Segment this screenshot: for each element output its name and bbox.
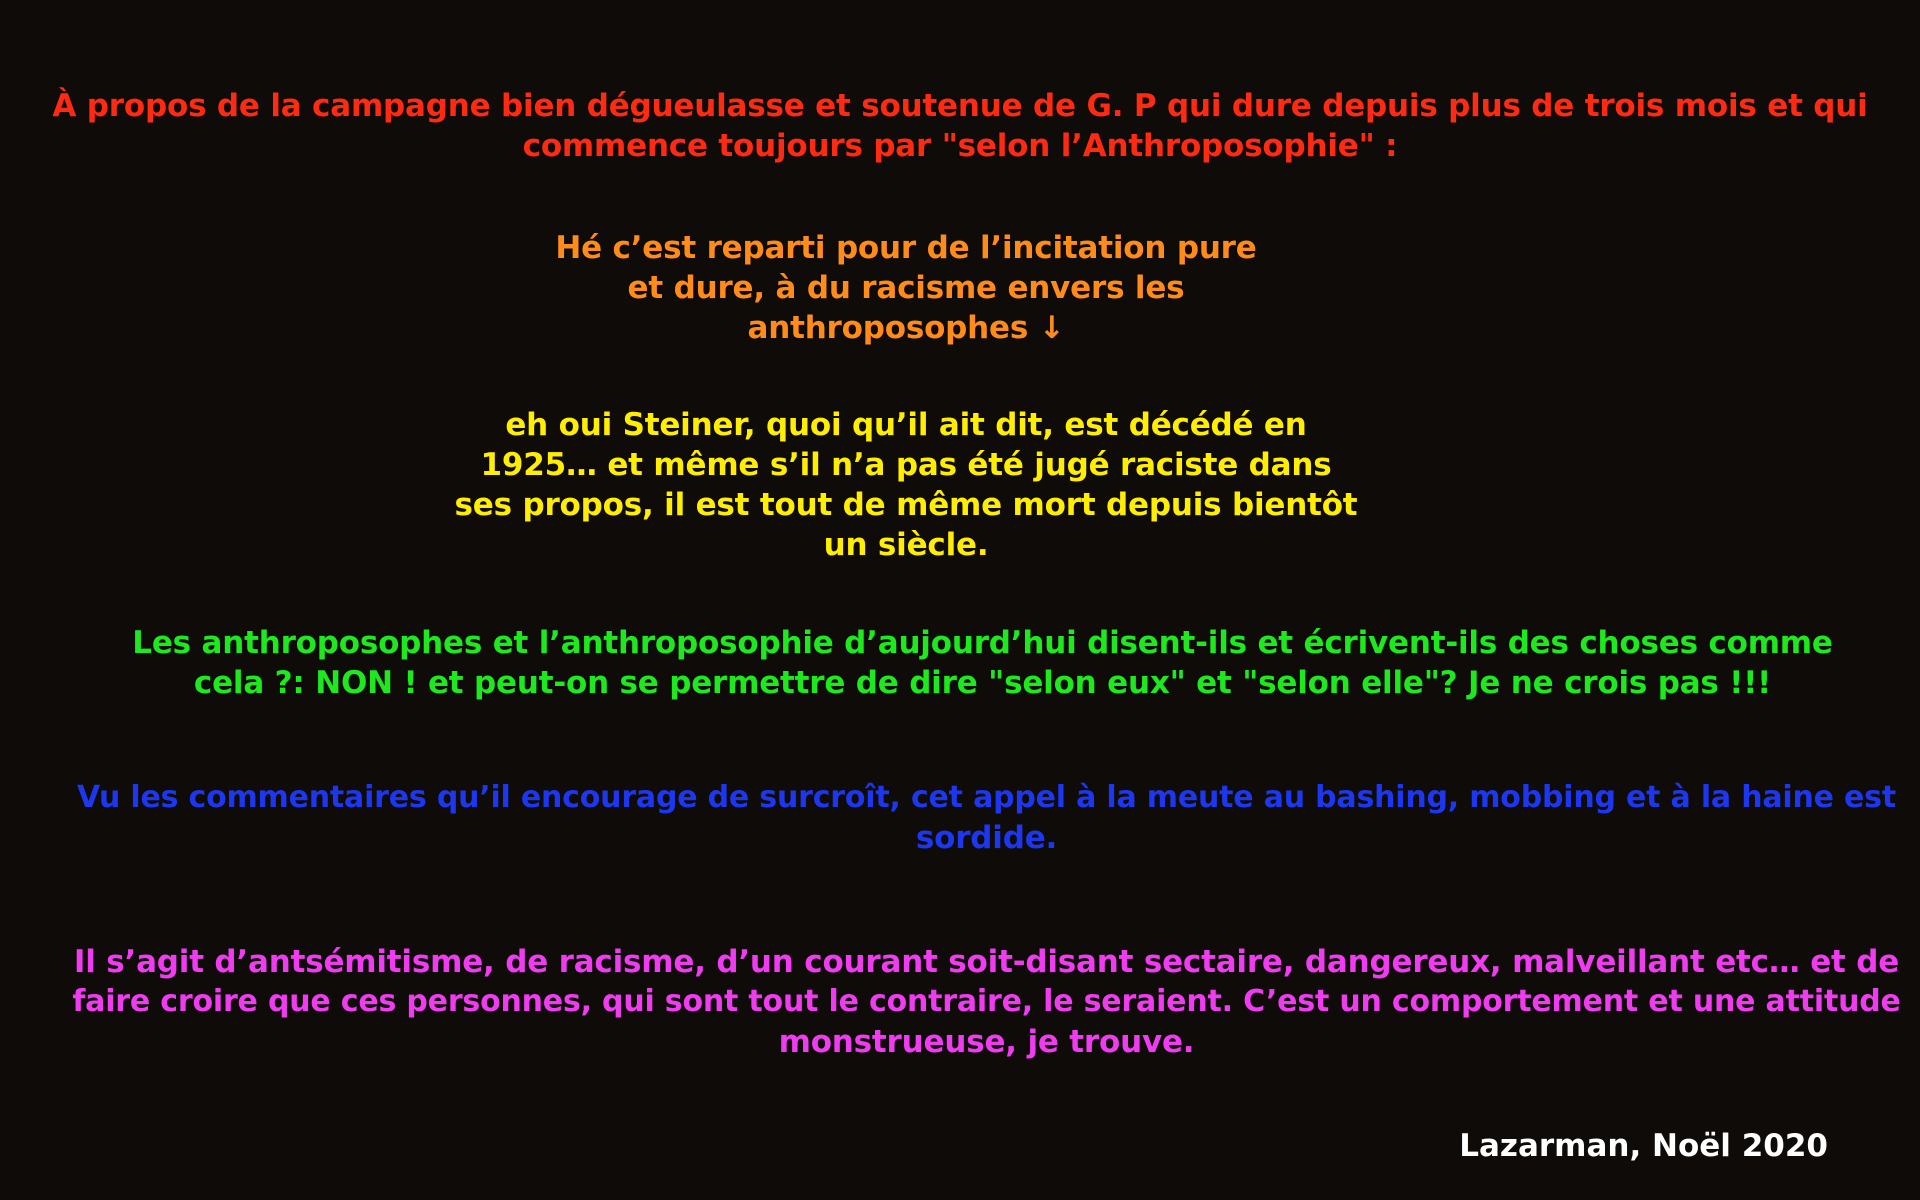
paragraph-conclusion-line-3: monstrueuse, je trouve. bbox=[778, 1024, 1195, 1060]
paragraph-steiner-line-1: eh oui Steiner, quoi qu’il ait dit, est décédé en bbox=[505, 407, 1307, 443]
paragraph-comments-line-2: sordide. bbox=[915, 820, 1058, 856]
paragraph-steiner bbox=[406, 405, 1406, 565]
paragraph-steiner-line-2: 1925… et même s’il n’a pas été jugé raciste dans bbox=[480, 447, 1332, 483]
intro-line-2: commence toujours par "selon l’Anthroposophie" : bbox=[522, 128, 1398, 164]
paragraph-conclusion-line-1: Il s’agit d’antsémitisme, de racisme, d’un courant soit-disant sectaire, dangereux, malveillant etc… et de bbox=[73, 944, 1900, 980]
signature: Lazarman, Noël 2020 bbox=[1459, 1128, 1828, 1164]
paragraph-steiner-line-4: un siècle. bbox=[823, 527, 989, 563]
paragraph-conclusion-line-2: faire croire que ces personnes, qui sont tout le contraire, le seraient. C’est un comportement et une attitude bbox=[72, 984, 1901, 1019]
paragraph-steiner-line-3: ses propos, il est tout de même mort depuis bientôt bbox=[454, 487, 1358, 523]
paragraph-incitation-line-3: anthroposophes ↓ bbox=[747, 310, 1065, 346]
paragraph-incitation-line-2: et dure, à du racisme envers les bbox=[627, 270, 1185, 306]
paragraph-question-line-1: Les anthroposophes et l’anthroposophie d’aujourd’hui disent-ils et écrivent-ils des choses comme bbox=[132, 625, 1833, 661]
paragraph-question bbox=[60, 623, 1905, 703]
paragraph-conclusion bbox=[30, 942, 1920, 1062]
paragraph-incitation-line-1: Hé c’est reparti pour de l’incitation pure bbox=[555, 230, 1257, 266]
intro-line-1: À propos de la campagne bien dégueulasse et soutenue de G. P qui dure depuis plus de trois mois et qui bbox=[52, 88, 1868, 124]
paragraph-comments bbox=[30, 778, 1920, 858]
paragraph-incitation bbox=[506, 228, 1306, 348]
paragraph-question-line-2: cela ?: NON ! et peut-on se permettre de dire "selon eux" et "selon elle"? Je ne crois pas !!! bbox=[193, 665, 1772, 701]
paragraph-comments-line-1: Vu les commentaires qu’il encourage de surcroît, cet appel à la meute au bashing, mobbing et à la haine est bbox=[77, 780, 1896, 815]
intro-paragraph bbox=[20, 86, 1900, 166]
